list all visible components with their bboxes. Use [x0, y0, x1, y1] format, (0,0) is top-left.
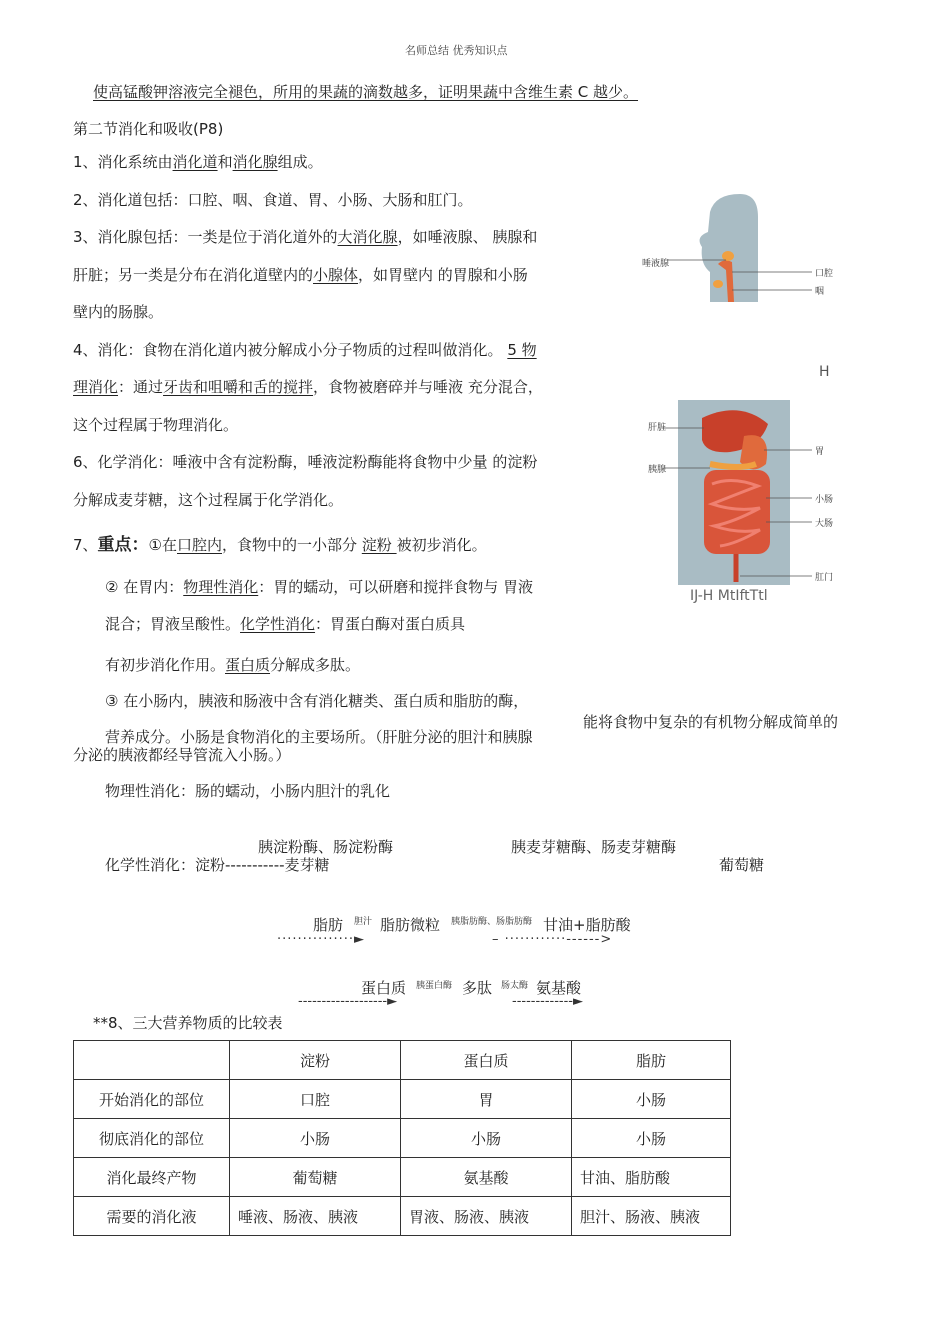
paragraph-1: 1、消化系统由消化道和消化腺组成。: [73, 153, 323, 171]
starch-enzymes: 胰淀粉酶、肠淀粉酶: [258, 838, 394, 856]
paragraph-7-2-line-1: ② 在胃内：物理性消化：胃的蠕动，可以研磨和搅拌食物与 胃液: [105, 578, 534, 596]
table-cell: 淀粉: [230, 1041, 401, 1080]
paragraph-6-line-1: 6、化学消化：唾液中含有淀粉酶，唾液淀粉酶能将食物中少量 的淀粉: [73, 453, 538, 471]
salivary-gland-shape: [722, 251, 734, 261]
label-stomach: 胃: [815, 447, 825, 457]
protein-label: 蛋白质: [361, 979, 407, 997]
physical-digestion-line: 物理性消化：肠的蠕动，小肠内胆汁的乳化: [105, 782, 391, 800]
table-cell: 小肠: [572, 1080, 731, 1119]
fat-label: 脂肪: [313, 916, 344, 934]
chemical-digestion-line: 化学性消化：淀粉-----------麦芽糖: [105, 856, 330, 874]
paragraph-4-line-2: 理消化：通过牙齿和咀嚼和舌的搅拌，食物被磨碎并与唾液 充分混合，: [73, 378, 543, 396]
table-row: [74, 1158, 731, 1197]
table-cell: 胃: [401, 1080, 572, 1119]
label-small-intestine: 小肠: [815, 495, 834, 505]
table-header-row: [74, 1041, 731, 1080]
paragraph-7-line-1: 7、重点：①在口腔内，食物中的一小部分 淀粉 被初步消化。: [73, 535, 487, 555]
label-salivary-gland: 唾液腺: [642, 259, 670, 269]
label-pancreas: 胰腺: [648, 465, 667, 475]
fat-arrow-1: ···············►: [277, 932, 365, 947]
lipase-label: 胰脂肪酶、肠脂肪酶: [451, 917, 533, 927]
paragraph-3-line-3: 壁内的肠腺。: [73, 303, 164, 321]
glucose-label: 葡萄糖: [719, 856, 765, 874]
table-row: [74, 1197, 731, 1236]
table-title: **8、三大营养物质的比较表: [93, 1014, 283, 1032]
paragraph-3-line-2: 肝脏；另一类是分布在消化道壁内的小腺体，如胃壁内 的胃腺和小肠: [73, 266, 528, 284]
torso-anatomy-figure: [640, 400, 840, 585]
intro-line: 使高锰酸钾溶液完全褪色，所用的果蔬的滴数越多，证明果蔬中含维生素 C 越少。: [93, 83, 639, 101]
paragraph-4-line-1: 4、消化：食物在消化道内被分解成小分子物质的过程叫做消化。 5 物: [73, 341, 537, 359]
table-cell: 需要的消化液: [74, 1197, 230, 1236]
table-cell: 氨基酸: [401, 1158, 572, 1197]
label-mouth: 口腔: [815, 269, 834, 279]
paragraph-3-line-1: 3、消化腺包括：一类是位于消化道外的大消化腺，如唾液腺、 胰腺和: [73, 228, 538, 246]
table-row: [74, 1080, 731, 1119]
table-row: [74, 1119, 731, 1158]
bile-label: 胆汁: [354, 917, 373, 927]
paragraph-7-2-line-2: 混合；胃液呈酸性。化学性消化：胃蛋白酶对蛋白质具: [105, 615, 466, 633]
polypeptide-label: 多肽: [462, 979, 493, 997]
paragraph-2: 2、消化道包括：口腔、咽、食道、胃、小肠、大肠和肛门。: [73, 191, 473, 209]
salivary-gland-shape-2: [713, 280, 723, 288]
paragraph-7-3-line-1: ③ 在小肠内，胰液和肠液中含有消化糖类、蛋白质和脂肪的酶，: [105, 692, 529, 710]
table-cell: 脂肪: [572, 1041, 731, 1080]
table-cell: 甘油、脂肪酸: [572, 1158, 731, 1197]
table-cell: 胆汁、肠液、胰液: [572, 1197, 731, 1236]
paragraph-7-3-line-2: 营养成分。小肠是食物消化的主要场所。（肝脏分泌的胆汁和胰腺: [105, 728, 533, 746]
paragraph-7-3-side: 能将食物中复杂的有机物分解成简单的: [583, 713, 839, 731]
protein-arrow-2: -------------►: [512, 994, 583, 1009]
table-cell: 葡萄糖: [230, 1158, 401, 1197]
table-cell: 小肠: [401, 1119, 572, 1158]
label-anus: 肛门: [815, 573, 834, 583]
table-cell: 唾液、肠液、胰液: [230, 1197, 401, 1236]
table-cell: 蛋白质: [401, 1041, 572, 1080]
paragraph-4-line-3: 这个过程属于物理消化。: [73, 416, 239, 434]
label-pharynx: 咽: [815, 287, 825, 297]
fat-arrow-2: – ············------>: [492, 932, 613, 947]
table-cell: 开始消化的部位: [74, 1080, 230, 1119]
table-cell: 彻底消化的部位: [74, 1119, 230, 1158]
head-anatomy-figure: [640, 192, 840, 307]
figure-letter: H: [819, 364, 830, 380]
amino-acid-label: 氨基酸: [536, 979, 582, 997]
paragraph-6-line-2: 分解成麦芽糖，这个过程属于化学消化。: [73, 491, 344, 509]
table-cell: 口腔: [230, 1080, 401, 1119]
nutrient-comparison-table: [73, 1040, 731, 1236]
table-cell: 小肠: [572, 1119, 731, 1158]
pancreas-shape: [710, 464, 756, 467]
glycerol-fatty-acid-label: 甘油+脂肪酸: [543, 916, 631, 934]
paragraph-7-3-line-3: 分泌的胰液都经导管流入小肠。）: [73, 746, 291, 764]
trypsin-label: 胰蛋白酶: [416, 981, 453, 991]
paragraph-7-2-line-3: 有初步消化作用。蛋白质分解成多肽。: [105, 656, 361, 674]
page-header: 名师总结 优秀知识点: [405, 44, 508, 57]
table-cell: [74, 1041, 230, 1080]
label-liver: 肝脏: [648, 423, 667, 433]
section-title: 第二节消化和吸收(P8): [73, 120, 224, 138]
protein-arrow-1: -------------------►: [298, 994, 398, 1009]
table-cell: 小肠: [230, 1119, 401, 1158]
fat-droplet-label: 脂肪微粒: [380, 916, 441, 934]
label-large-intestine: 大肠: [815, 519, 834, 529]
maltose-enzymes: 胰麦芽糖酶、肠麦芽糖酶: [511, 838, 677, 856]
peptidase-label: 肠太酶: [501, 981, 529, 991]
table-cell: 消化最终产物: [74, 1158, 230, 1197]
table-cell: 胃液、肠液、胰液: [401, 1197, 572, 1236]
figure-caption: IJ-H MtIftTtl: [690, 588, 768, 604]
